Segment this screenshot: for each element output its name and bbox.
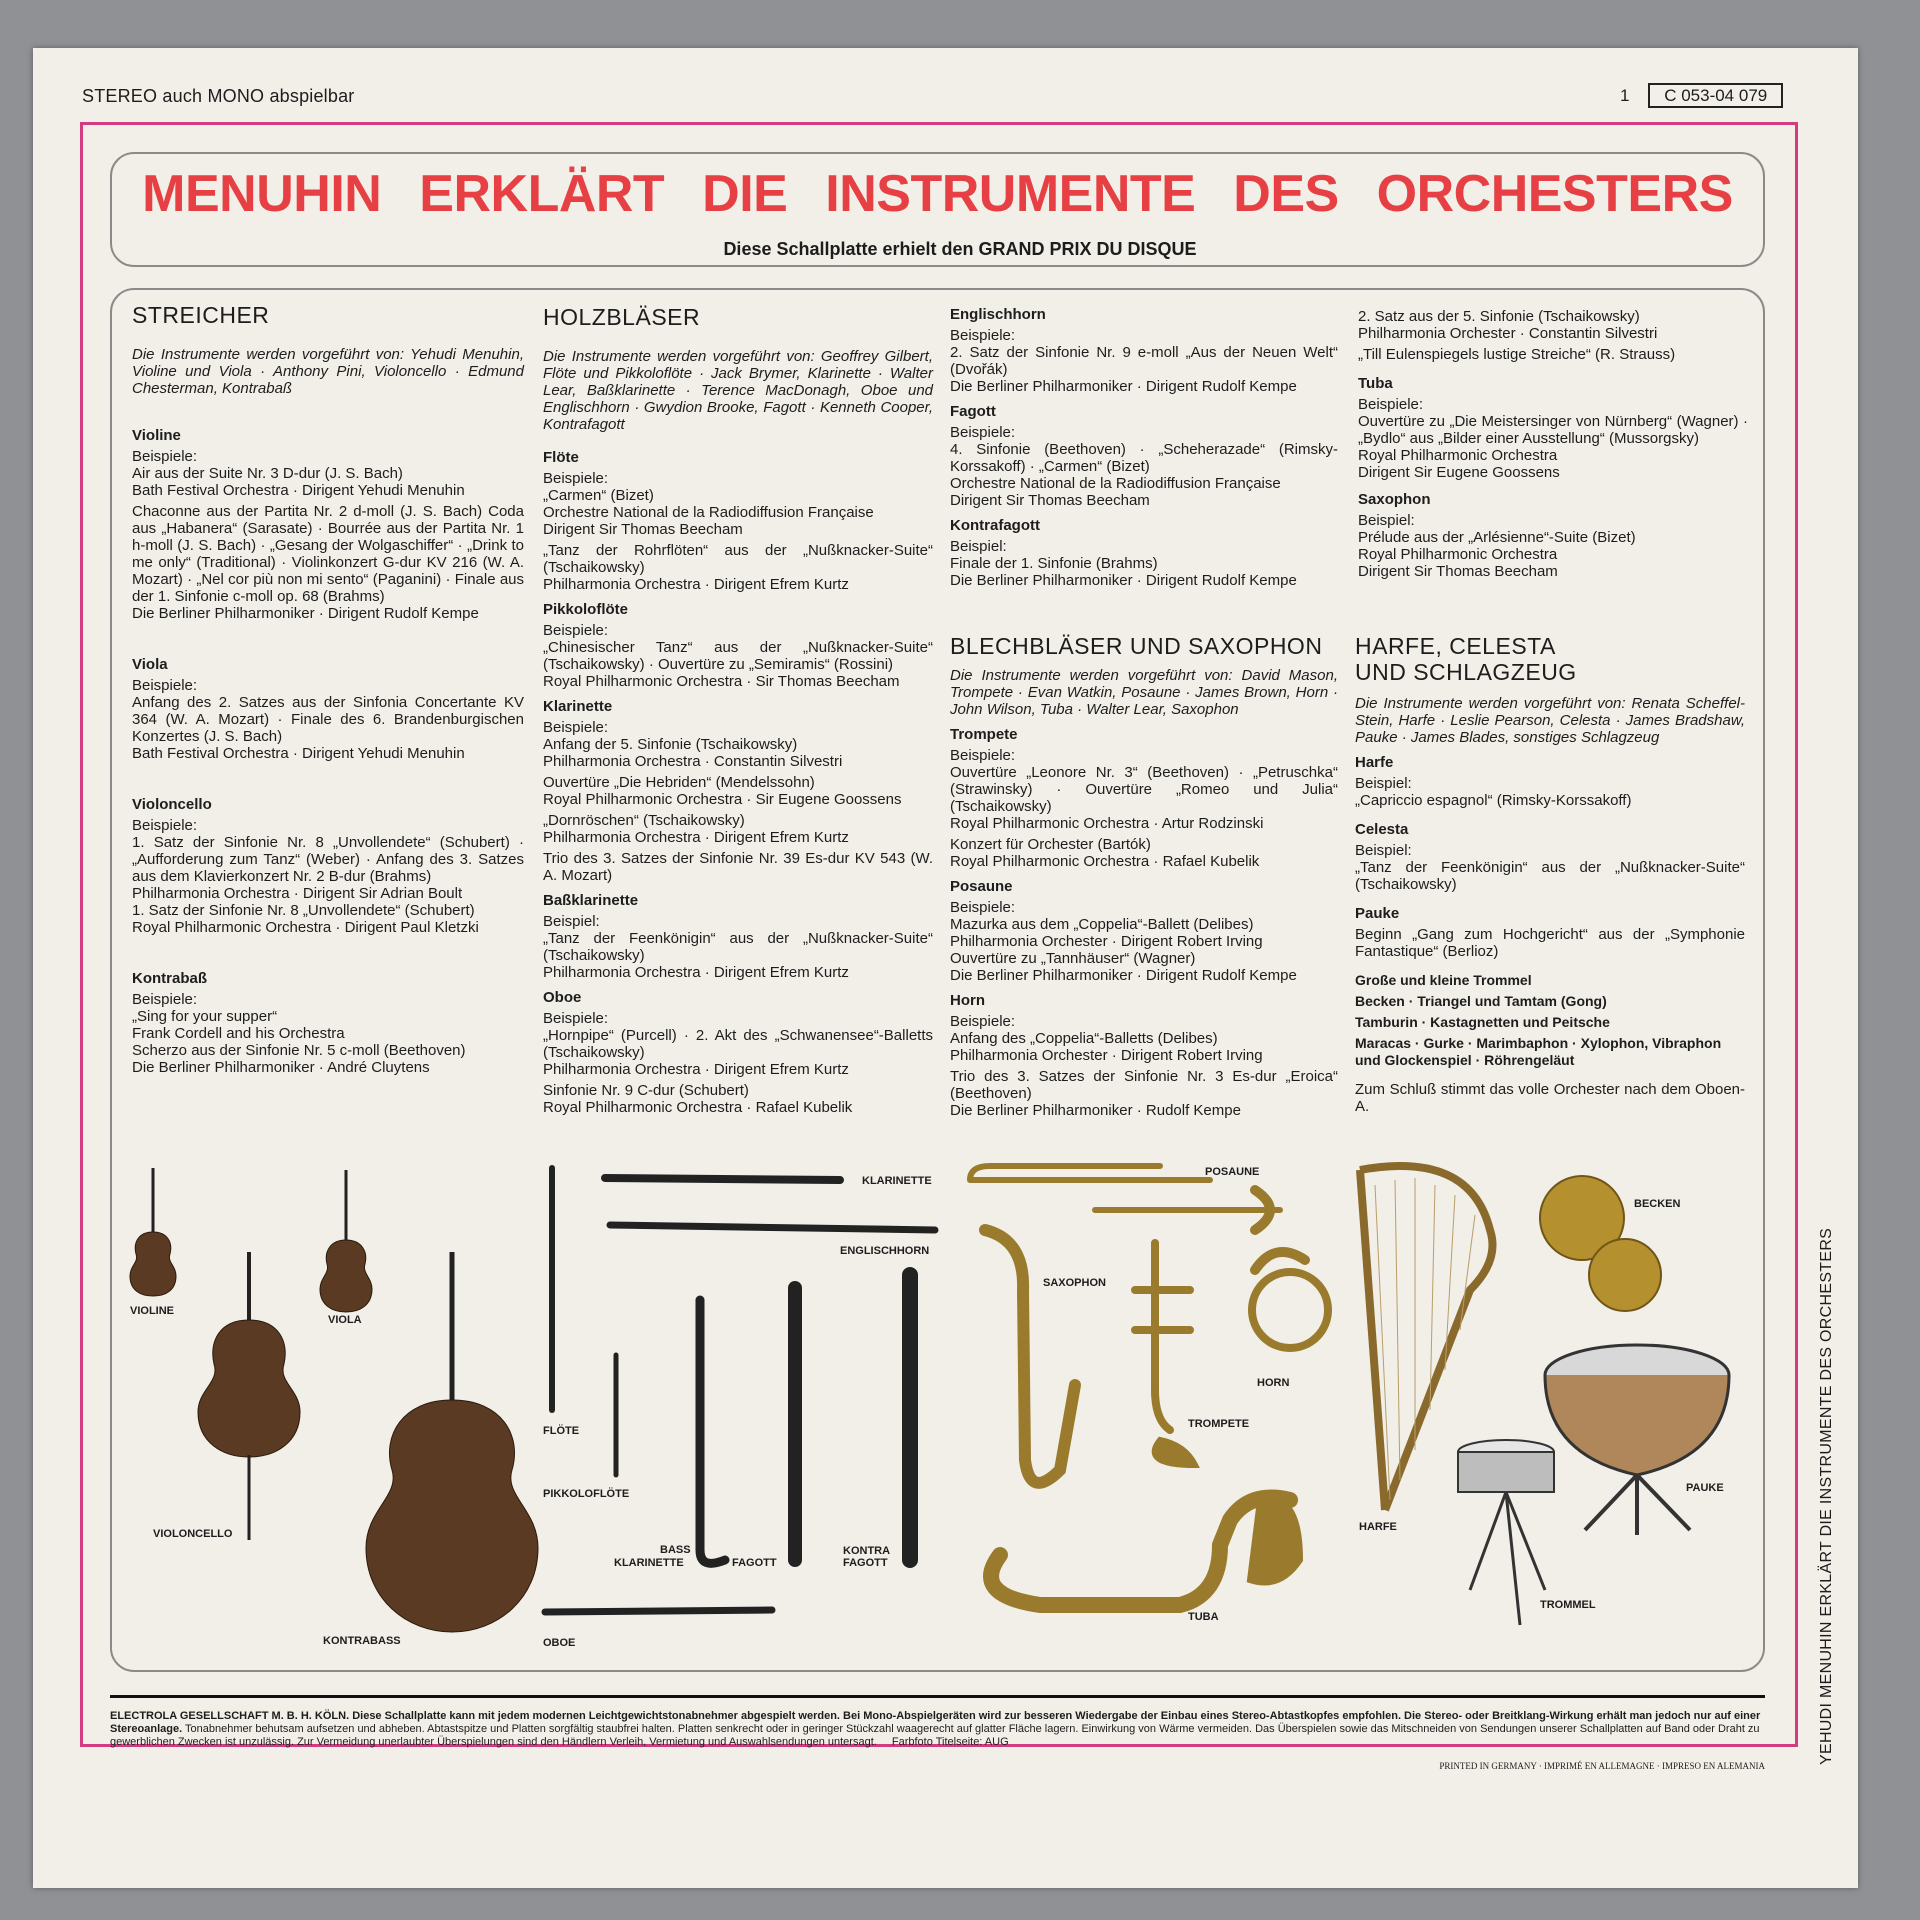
text-line: Beispiele: [950, 747, 1016, 764]
text-line: Die Berliner Philharmoniker · Dirigent Rudolf Kempe [950, 967, 1297, 984]
percussion-line: Tamburin · Kastagnetten und Peitsche [1355, 1014, 1610, 1030]
text-line: Die Berliner Philharmoniker · Dirigent Rudolf Kempe [950, 378, 1297, 395]
label-pikkolofloete: PIKKOLOFLÖTE [543, 1488, 630, 1500]
bassklarinette-illustration [700, 1300, 725, 1563]
viola-illustration [320, 1170, 372, 1312]
stereo-note: STEREO auch MONO abspielbar [82, 86, 355, 106]
saxophon-illustration [985, 1230, 1075, 1483]
kontrabass-illustration [366, 1252, 538, 1632]
instrument-viola: Viola [132, 656, 168, 673]
instrument-kontrafagott: Kontrafagott [950, 517, 1040, 534]
text-line: Philharmonia Orchestra · Dirigent Efrem Kurtz [543, 829, 849, 846]
label-fagott: FAGOTT [732, 1557, 777, 1569]
instrument-floete: Flöte [543, 449, 579, 466]
text-line: „Dornröschen“ (Tschaikowsky) [543, 812, 745, 829]
instrument-pikkolofloete: Pikkoloflöte [543, 601, 629, 618]
text-line: Royal Philharmonic Orchestra [1358, 447, 1558, 464]
text-line: „Tanz der Feenkönigin“ aus der „Nußknacker-Suite“ (Tschaikowsky) [1355, 859, 1745, 893]
trommel-illustration [1458, 1440, 1554, 1625]
instrument-trompete: Trompete [950, 726, 1018, 743]
page-title: MENUHIN ERKLÄRT DIE INSTRUMENTE DES ORCHESTERS [142, 165, 1733, 223]
text-line: Bath Festival Orchestra · Dirigent Yehudi Menuhin [132, 745, 465, 762]
text-line: Ouvertüre „Leonore Nr. 3“ (Beethoven) · „Petruschka“ (Strawinsky) · Ouvertüre „Romeo und Julia“ (Tschaikowsky) [950, 764, 1338, 815]
text-line: Die Berliner Philharmoniker · André Cluytens [132, 1059, 430, 1076]
violoncello-illustration [198, 1252, 300, 1540]
side-number: 1 [1620, 86, 1630, 105]
text-line: Dirigent Sir Eugene Goossens [1358, 464, 1560, 481]
label-kontra-fagott: FAGOTT [843, 1557, 888, 1569]
text-line: Philharmonia Orchestra · Dirigent Efrem Kurtz [543, 576, 849, 593]
label-trompete: TROMPETE [1188, 1418, 1250, 1430]
pauke-illustration [1545, 1345, 1729, 1535]
text-line: „Till Eulenspiegels lustige Streiche“ (R. Strauss) [1358, 346, 1676, 363]
text-line: Sinfonie Nr. 9 C-dur (Schubert) [543, 1082, 749, 1099]
label-violine: VIOLINE [130, 1305, 175, 1317]
text-line: 2. Satz aus der 5. Sinfonie (Tschaikowsky) [1358, 308, 1640, 325]
text-line: Philharmonia Orchester · Dirigent Robert Irving [950, 933, 1263, 950]
text-line: Konzert für Orchester (Bartók) [950, 836, 1151, 853]
text-line: Ouvertüre „Die Hebriden“ (Mendelssohn) [543, 774, 815, 791]
text-line: Ouvertüre zu „Die Meistersinger von Nürnberg“ (Wagner) · „Bydlo“ aus „Bilder einer Ausstellung“ (Mussorgsky) [1358, 413, 1748, 447]
text-line: Beispiele: [950, 1013, 1016, 1030]
klarinette-illustration [605, 1178, 840, 1180]
spine-text: YEHUDI MENUHIN ERKLÄRT DIE INSTRUMENTE DES ORCHESTERS [1818, 1227, 1835, 1765]
text-line: Beispiel: [1358, 512, 1415, 529]
text-line: 1. Satz der Sinfonie Nr. 8 „Unvollendete“ (Schubert) · „Aufforderung zum Tanz“ (Weber) · Anfang des 3. Satzes aus dem Klavierkonzert Nr. 2 B-dur (Brahms) [132, 834, 524, 885]
text-line: Royal Philharmonic Orchestra · Sir Eugene Goossens [543, 791, 902, 808]
section-heading-harfe: HARFE, CELESTA UND SCHLAGZEUG [1355, 633, 1577, 685]
text-line: Philharmonia Orchester · Dirigent Robert Irving [950, 1047, 1263, 1064]
percussion-line: Maracas · Gurke · Marimbaphon · Xylophon, Vibraphon und Glockenspiel · Röhrengeläut [1355, 1035, 1722, 1068]
text-line: Anfang des „Coppelia“-Balletts (Delibes) [950, 1030, 1218, 1047]
text-line: 1. Satz der Sinfonie Nr. 8 „Unvollendete“ (Schubert) [132, 902, 475, 919]
instrument-posaune: Posaune [950, 878, 1013, 895]
text-line: Beispiele: [132, 448, 198, 465]
text-line: Bath Festival Orchestra · Dirigent Yehudi Menuhin [132, 482, 465, 499]
label-viola: VIOLA [328, 1314, 362, 1326]
instrument-oboe: Oboe [543, 989, 582, 1006]
text-line: Finale der 1. Sinfonie (Brahms) [950, 555, 1158, 572]
text-line: Orchestre National de la Radiodiffusion Française [543, 504, 874, 521]
text-line: Beispiele: [543, 470, 609, 487]
violin-illustration [130, 1168, 176, 1296]
text-line: „Capriccio espagnol“ (Rimsky-Korssakoff) [1355, 792, 1632, 809]
text-line: Philharmonia Orchestra · Constantin Silvestri [543, 753, 843, 770]
section-heading-blechblaeser: BLECHBLÄSER UND SAXOPHON [950, 633, 1323, 659]
text-line: Dirigent Sir Thomas Beecham [543, 521, 743, 538]
instrument-violine: Violine [132, 427, 181, 444]
instrument-klarinette: Klarinette [543, 698, 613, 715]
text-line: Royal Philharmonic Orchestra · Sir Thomas Beecham [543, 673, 900, 690]
instrument-tuba: Tuba [1358, 375, 1393, 392]
instrument-horn: Horn [950, 992, 985, 1009]
text-line: „Carmen“ (Bizet) [543, 487, 654, 504]
instrument-pauke: Pauke [1355, 905, 1400, 922]
label-pauke: PAUKE [1686, 1482, 1724, 1494]
text-line: Beispiele: [543, 1010, 609, 1027]
text-line: Trio des 3. Satzes der Sinfonie Nr. 3 Es-dur „Eroica“ (Beethoven) [950, 1068, 1338, 1102]
text-line: Philharmonia Orchester · Constantin Silvestri [1358, 325, 1658, 342]
photo-credit: Farbfoto Titelseite: AUG [891, 1736, 1009, 1748]
text-line: Beispiele: [132, 817, 198, 834]
subtitle: Diese Schallplatte erhielt den GRAND PRIX DU DISQUE [723, 239, 1197, 259]
becken-illustration [1540, 1176, 1661, 1311]
label-posaune: POSAUNE [1205, 1166, 1260, 1178]
instrument-englischhorn: Englischhorn [950, 306, 1046, 323]
text-line: Royal Philharmonic Orchestra · Rafael Kubelik [543, 1099, 853, 1116]
text-line: Chaconne aus der Partita Nr. 2 d-moll (J. S. Bach) Coda aus „Habanera“ (Sarasate) · Bourrée aus der Partita Nr. 1 h-moll (J. S. Bach) · „Gesang der Wolgaschiffer“ · „Drink to me only“ (Traditional) · Violinkonzert G-dur KV 216 (W. A. Mozart) · „Nel cor più non mi sento“ (Paganini) · Finale aus der 1. Sinfonie c-moll op. 68 (Brahms) [132, 503, 524, 605]
text-line: „Sing for your supper“ [132, 1008, 278, 1025]
streicher-intro: Die Instrumente werden vorgeführt von: Yehudi Menuhin, Violine und Viola · Anthony Pini, Violoncello · Edmund Chesterman, Kontrabaß [132, 346, 524, 397]
text-line: Orchestre National de la Radiodiffusion Française [950, 475, 1281, 492]
catalog-number: C 053-04 079 [1648, 83, 1783, 108]
text-line: Ouvertüre zu „Tannhäuser“ (Wagner) [950, 950, 1196, 967]
blechblaeser-intro: Die Instrumente werden vorgeführt von: David Mason, Trompete · Evan Watkin, Posaune · James Brown, Horn · John Wilson, Tuba · Walter Lear, Saxophon [950, 667, 1338, 718]
text-line: Trio des 3. Satzes der Sinfonie Nr. 39 Es-dur KV 543 (W. A. Mozart) [543, 850, 933, 884]
text-line: Beispiel: [543, 913, 600, 930]
oboe-illustration [545, 1610, 772, 1612]
label-floete: FLÖTE [543, 1425, 580, 1437]
text-line: Prélude aus der „Arlésienne“-Suite (Bizet) [1358, 529, 1636, 546]
closing-note: Zum Schluß stimmt das volle Orchester nach dem Oboen-A. [1355, 1081, 1745, 1115]
text-line: Royal Philharmonic Orchestra [1358, 546, 1558, 563]
text-line: Beispiel: [950, 538, 1007, 555]
tuba-illustration [991, 1498, 1290, 1606]
text-line: Royal Philharmonic Orchestra · Rafael Kubelik [950, 853, 1260, 870]
instrument-bassklarinette: Baßklarinette [543, 892, 639, 909]
text-line: Beispiele: [543, 622, 609, 639]
englischhorn-illustration [610, 1225, 935, 1230]
footer [110, 1710, 1765, 1771]
label-bass-klarinette: KLARINETTE [614, 1557, 684, 1569]
label-klarinette: KLARINETTE [862, 1175, 932, 1187]
text-line: Air aus der Suite Nr. 3 D-dur (J. S. Bach) [132, 465, 403, 482]
text-line: Frank Cordell and his Orchestra [132, 1025, 345, 1042]
label-harfe: HARFE [1359, 1521, 1397, 1533]
text-line: Beispiele: [1358, 396, 1424, 413]
text-line: Beispiele: [132, 991, 198, 1008]
text-line: „Hornpipe“ (Purcell) · 2. Akt des „Schwanensee“-Balletts (Tschaikowsky) [543, 1027, 933, 1061]
label-kontra: KONTRA [843, 1545, 891, 1557]
text-line: „Chinesischer Tanz“ aus der „Nußknacker-Suite“ (Tschaikowsky) · Ouvertüre zu „Semiramis“ (Rossini) [543, 639, 933, 673]
instrument-saxophon: Saxophon [1358, 491, 1431, 508]
text-line: Mazurka aus dem „Coppelia“-Ballett (Delibes) [950, 916, 1254, 933]
text-line: Dirigent Sir Thomas Beecham [950, 492, 1150, 509]
instrument-violoncello: Violoncello [132, 796, 212, 813]
footer-text: Tonabnehmer behutsam aufsetzen und abheben. Abtastspitze und Platten sorgfältig staubfrei halten. Platten senkrecht oder in geringer Stückzahl waagerecht auf glatter Fläche lagern. Einwirkung von Wärme vermeiden. Das Überspielen sowie das Mitschneiden von Sendungen unserer Schallplatten auf Band oder Draht zu gewerblichen Zwecken ist unzulässig. Zur Vermeidung unerlaubter Überspielungen sind den Händlern Verleih, Vermietung und Auswahlsendungen untersagt. [110, 1723, 1760, 1748]
holzblaeser-intro: Die Instrumente werden vorgeführt von: Geoffrey Gilbert, Flöte und Pikkoloflöte · Jack Brymer, Klarinette · Walter Lear, Baßklarinette · Terence MacDonagh, Oboe und Englischhorn · Gwydion Brooke, Fagott · Kenneth Cooper, Kontrafagott [543, 348, 933, 433]
label-violoncello: VIOLONCELLO [153, 1528, 233, 1540]
text-line: Beispiele: [950, 424, 1016, 441]
percussion-line: Becken · Triangel und Tamtam (Gong) [1355, 993, 1607, 1009]
label-saxophon: SAXOPHON [1043, 1277, 1106, 1289]
horn-illustration [1252, 1272, 1328, 1348]
text-line: Scherzo aus der Sinfonie Nr. 5 c-moll (Beethoven) [132, 1042, 466, 1059]
text-line: Philharmonia Orchestra · Dirigent Sir Adrian Boult [132, 885, 463, 902]
label-becken: BECKEN [1634, 1198, 1681, 1210]
text-line: Beispiele: [543, 719, 609, 736]
instrument-fagott: Fagott [950, 403, 996, 420]
text-line: Beispiele: [950, 327, 1016, 344]
text-line: Anfang des 2. Satzes aus der Sinfonia Concertante KV 364 (W. A. Mozart) · Finale des 6. Brandenburgischen Konzertes (J. S. Bach) [132, 694, 524, 745]
text-line: Beispiel: [1355, 842, 1412, 859]
printed-in: PRINTED IN GERMANY · IMPRIMÉ EN ALLEMAGNE · IMPRESO EN ALEMANIA [1439, 1761, 1765, 1771]
footer-text-bold: ELECTROLA GESELLSCHAFT M. B. H. KÖLN. Diese Schallplatte kann mit jedem modernen Leichtgewichtstonabnehmer abgespielt werden. Bei Mono-Abspielgeräten wird zur besseren Wiedergabe der Einbau eines Stereo-Abtastkopfes empfohlen. Die Stereo- oder Breitklang-Wirkung erhält man jedoch nur auf einer Stereoanlage. [110, 1710, 1761, 1735]
footer-divider [110, 1695, 1765, 1698]
text-line: Anfang der 5. Sinfonie (Tschaikowsky) [543, 736, 798, 753]
text-line: Die Berliner Philharmoniker · Dirigent Rudolf Kempe [950, 572, 1297, 589]
percussion-line: Große und kleine Trommel [1355, 972, 1532, 988]
label-oboe: OBOE [543, 1637, 576, 1649]
trompete-illustration [1135, 1243, 1190, 1430]
text-line: „Tanz der Rohrflöten“ aus der „Nußknacker-Suite“ (Tschaikowsky) [543, 542, 933, 576]
text-line: Beginn „Gang zum Hochgericht“ aus der „Symphonie Fantastique“ (Berlioz) [1355, 926, 1745, 960]
label-horn: HORN [1257, 1377, 1290, 1389]
label-trommel: TROMMEL [1540, 1599, 1596, 1611]
section-heading-holzblaeser: HOLZBLÄSER [543, 304, 701, 330]
text-line: Die Berliner Philharmoniker · Rudolf Kempe [950, 1102, 1241, 1119]
text-line: Beispiele: [132, 677, 198, 694]
text-line: Beispiel: [1355, 775, 1412, 792]
text-line: „Tanz der Feenkönigin“ aus der „Nußknacker-Suite“ (Tschaikowsky) [543, 930, 933, 964]
text-line: Royal Philharmonic Orchestra · Dirigent Paul Kletzki [132, 919, 479, 936]
harfe-intro: Die Instrumente werden vorgeführt von: Renata Scheffel-Stein, Harfe · Leslie Pearson, Celesta · James Bradshaw, Pauke · James Blades, sonstiges Schlagzeug [1355, 695, 1745, 746]
text-line: Die Berliner Philharmoniker · Dirigent Rudolf Kempe [132, 605, 479, 622]
text-line: Beispiele: [950, 899, 1016, 916]
instrument-celesta: Celesta [1355, 821, 1409, 838]
instrument-kontrabass: Kontrabaß [132, 970, 207, 987]
text-line: Royal Philharmonic Orchestra · Artur Rodzinski [950, 815, 1264, 832]
label-englischhorn: ENGLISCHHORN [840, 1245, 930, 1257]
text-line: Philharmonia Orchestra · Dirigent Efrem Kurtz [543, 1061, 849, 1078]
label-kontrabass: KONTRABASS [323, 1635, 401, 1647]
text-line: Dirigent Sir Thomas Beecham [1358, 563, 1558, 580]
label-bass: BASS [660, 1544, 691, 1556]
label-tuba: TUBA [1188, 1611, 1219, 1623]
text-line: 4. Sinfonie (Beethoven) · „Scheherazade“ (Rimsky-Korssakoff) · „Carmen“ (Bizet) [950, 441, 1338, 475]
text-line: 2. Satz der Sinfonie Nr. 9 e-moll „Aus der Neuen Welt“ (Dvořák) [950, 344, 1338, 378]
text-line: Philharmonia Orchestra · Dirigent Efrem Kurtz [543, 964, 849, 981]
instrument-harfe: Harfe [1355, 754, 1394, 771]
section-heading-streicher: STREICHER [132, 302, 270, 328]
